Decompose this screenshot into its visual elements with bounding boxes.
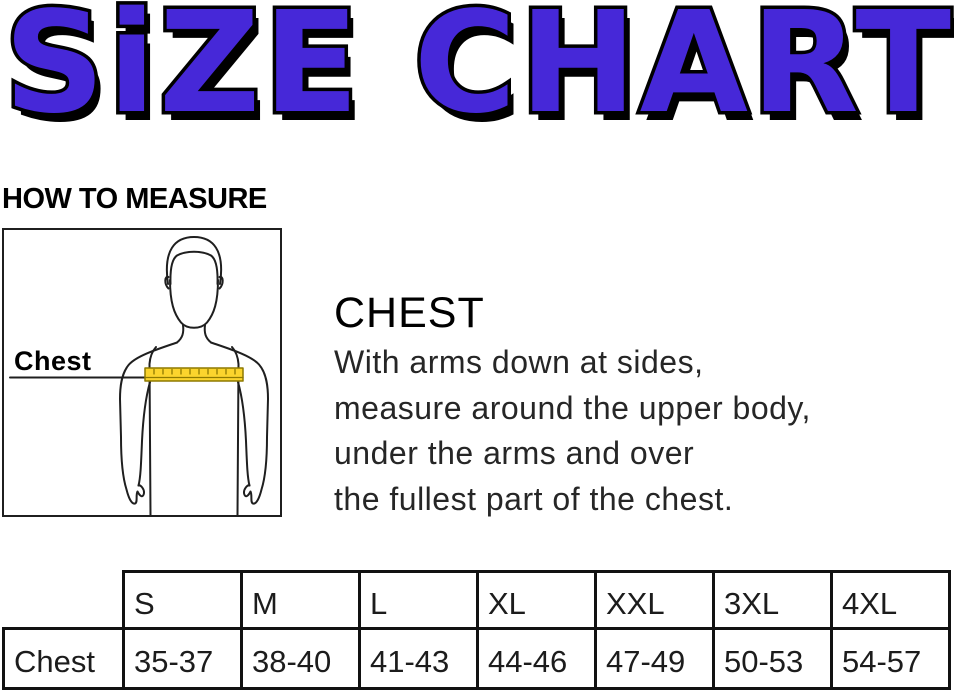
figure-left-arm	[120, 343, 177, 504]
figure-right-inner-arm	[238, 382, 250, 486]
instruction-line: under the arms and over	[334, 435, 695, 471]
chest-instructions	[334, 286, 811, 522]
size-table-header-row	[4, 572, 950, 629]
table-corner-blank	[4, 572, 124, 629]
figure-left-inner-arm	[139, 382, 151, 486]
figure-right-arm	[211, 343, 268, 504]
chest-range-cell-l: 41-43	[360, 629, 478, 689]
measurement-diagram	[2, 228, 282, 517]
size-column-header-l: L	[360, 572, 478, 629]
figure-hairline	[170, 252, 217, 284]
instructions-heading: CHEST	[334, 289, 485, 337]
size-column-header-xl: XL	[478, 572, 596, 629]
instruction-line: With arms down at sides,	[334, 344, 704, 380]
how-to-measure-heading: HOW TO MEASURE	[2, 183, 267, 215]
size-column-header-xxl: XXL	[596, 572, 714, 629]
figure-face	[170, 280, 218, 328]
size-table-chest-row	[4, 629, 950, 689]
size-column-header-s: S	[124, 572, 242, 629]
chest-range-cell-s: 35-37	[124, 629, 242, 689]
page-title: SiZE CHART	[4, 0, 954, 145]
chest-range-cell-xxl: 47-49	[596, 629, 714, 689]
size-column-header-4xl: 4XL	[832, 572, 950, 629]
instruction-line: the fullest part of the chest.	[334, 480, 734, 517]
chest-range-cell-3xl: 50-53	[714, 629, 832, 689]
diagram-chest-label: Chest	[14, 346, 92, 376]
figure-neck-right	[205, 325, 211, 343]
instruction-line: measure around the upper body,	[334, 389, 811, 426]
chest-range-cell-m: 38-40	[242, 629, 360, 689]
row-label-chest: Chest	[4, 629, 124, 689]
chest-range-cell-xl: 44-46	[478, 629, 596, 689]
figure-hair	[167, 237, 221, 284]
size-column-header-3xl: 3XL	[714, 572, 832, 629]
chest-range-cell-4xl: 54-57	[832, 629, 950, 689]
size-column-header-m: M	[242, 572, 360, 629]
figure-neck-left	[177, 325, 183, 343]
measuring-tape	[145, 368, 243, 381]
size-table	[2, 570, 951, 690]
